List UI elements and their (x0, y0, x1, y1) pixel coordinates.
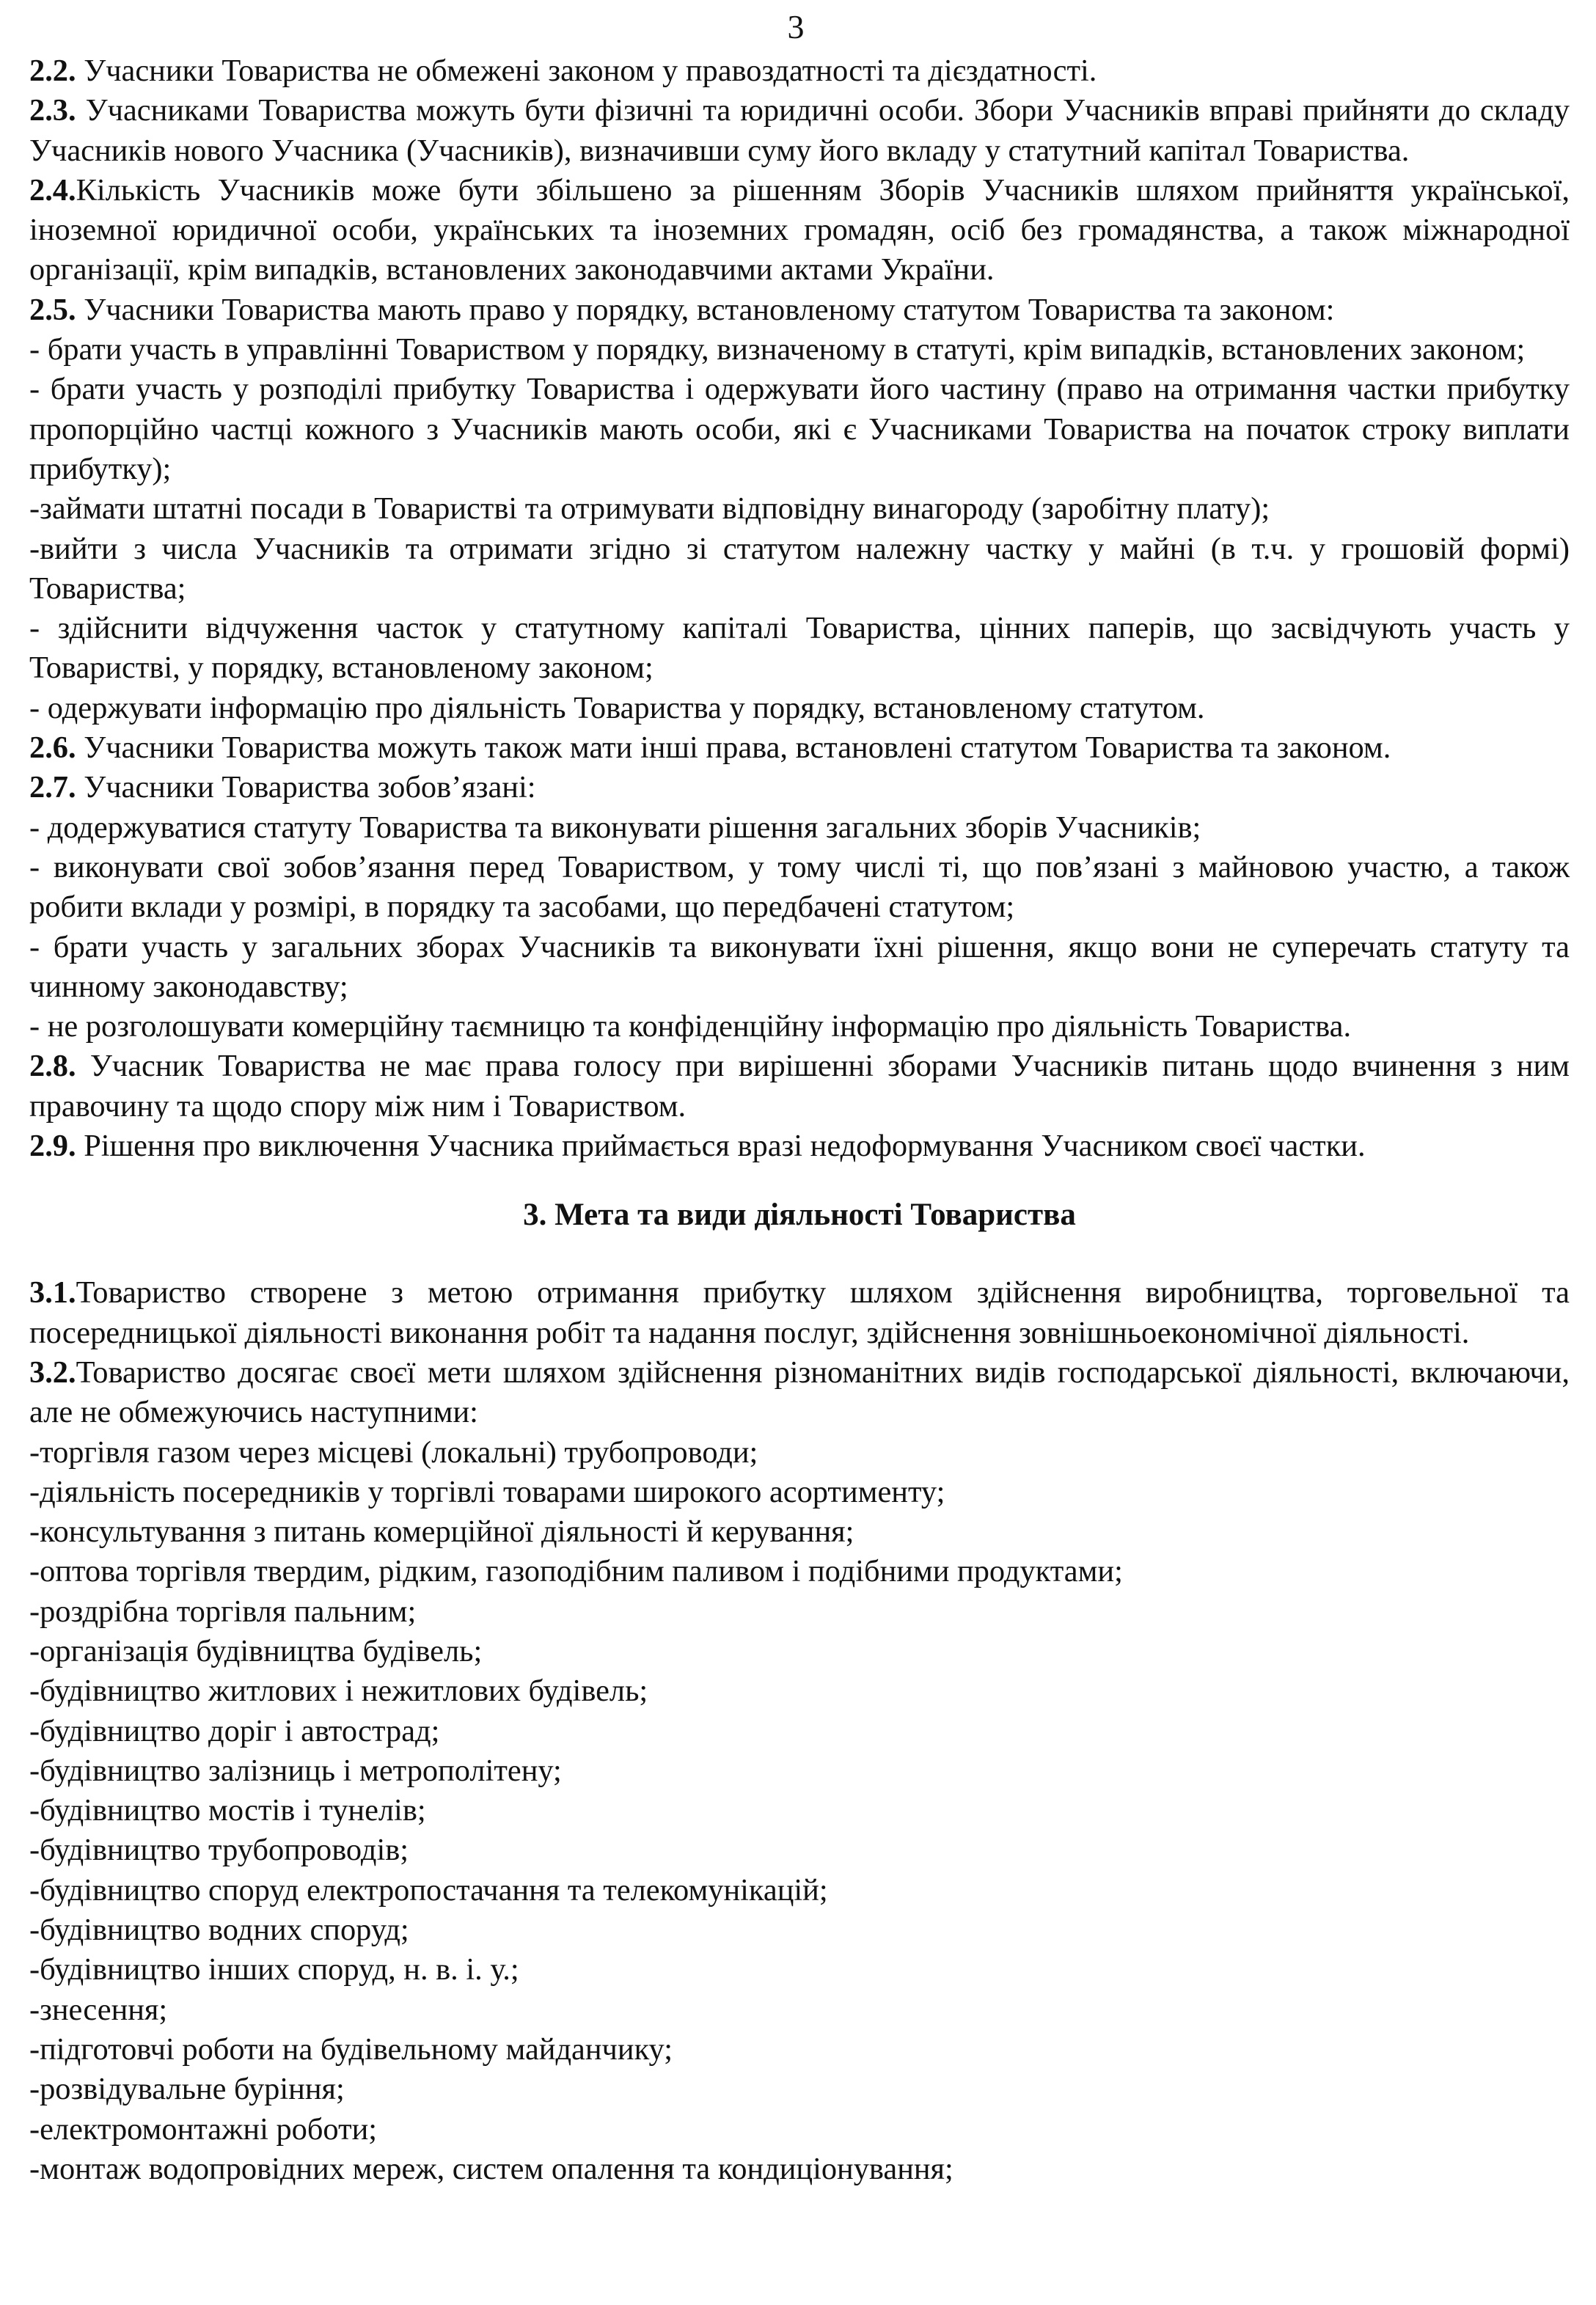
clause-text: Кількість Учасників може бути збільшено за рішенням Зборів Учасників шляхом прийняття української, іноземної юридичної особи, українських та іноземних громадян, осіб без громадянства, а також міжнародної організації, крім випадків, встановлених законодавчими актами України. (29, 172, 1570, 287)
clause-number: 2.3. (29, 93, 76, 128)
paragraph-3-2 (29, 1353, 1570, 1433)
page-number: 3 (787, 8, 805, 45)
activity-item: -розвідувальне буріння; (29, 2072, 345, 2107)
clause-text: Учасниками Товариства можуть бути фізичні та юридичні особи. Збори Учасників вправі прийняти до складу Учасників нового Учасника (Учасників), визначивши суму його вкладу у статутний капітал Товариства. (29, 93, 1570, 168)
clause-text: Учасники Товариства мають право у порядку, встановленому статутом Товариства та законом: (76, 292, 1335, 327)
paragraph-2-4 (29, 171, 1570, 290)
clause-text: Товариство створене з метою отримання прибутку шляхом здійснення виробництва, торговельної та посередницької діяльності виконання робіт та надання послуг, здійснення зовнішньоекономічної діяльності. (29, 1275, 1570, 1350)
activity-item: -оптова торгівля твердим, рідким, газоподібним паливом і подібними продуктами; (29, 1554, 1123, 1589)
activity-item: -будівництво споруд електропостачання та телекомунікацій; (29, 1872, 828, 1908)
activity-item: -підготовчі роботи на будівельному майданчику; (29, 2031, 673, 2067)
clause-number: 2.2. (29, 54, 76, 88)
clause-number: 2.8. (29, 1049, 76, 1084)
clause-number: 2.9. (29, 1129, 76, 1164)
activity-item: -електромонтажні роботи; (29, 2111, 378, 2147)
clause-number: 3.2. (29, 1355, 76, 1390)
activity-item: -знесення; (29, 1992, 168, 2027)
activity-item: -будівництво залізниць і метрополітену; (29, 1753, 562, 1788)
duties-item: - додержуватися статуту Товариства та виконувати рішення загальних зборів Учасників; (29, 810, 1201, 845)
paragraph-2-9 (29, 1126, 1570, 1166)
paragraph-2-5 (29, 290, 1570, 330)
rights-item: -займати штатні посади в Товаристві та отримувати відповідну винагороду (заробітну плату); (29, 491, 1270, 527)
clause-text: Рішення про виключення Учасника приймається вразі недоформування Учасником своєї частки. (76, 1129, 1366, 1164)
paragraph-2-6 (29, 728, 1570, 768)
activity-item: -діяльність посередників у торгівлі товарами широкого асортименту; (29, 1474, 945, 1509)
paragraph-3-1 (29, 1273, 1570, 1353)
activity-item: -будівництво водних споруд; (29, 1913, 409, 1948)
clause-text: Учасники Товариства можуть також мати інші права, встановлені статутом Товариства та законом. (76, 730, 1391, 766)
clause-text: Учасник Товариства не має права голосу при вирішенні зборами Учасників питань щодо вчинення з ним правочину та щодо спору між ним і Товариством. (29, 1049, 1570, 1124)
clause-text: Учасники Товариства не обмежені законом у правоздатності та дієздатності. (76, 54, 1097, 88)
rights-item: - одержувати інформацію про діяльність Товариства у порядку, встановленому статутом. (29, 690, 1205, 725)
paragraph-2-8 (29, 1047, 1570, 1126)
rights-item: - брати участь в управлінні Товариством у порядку, визначеному в статуті, крім випадків, встановлених законом; (29, 332, 1526, 367)
activity-item: -роздрібна торгівля пальним; (29, 1594, 417, 1629)
rights-item: -вийти з числа Учасників та отримати згідно зі статутом належну частку у майні (в т.ч. у грошовій формі) Товариства; (29, 531, 1570, 606)
clause-number: 2.6. (29, 730, 76, 766)
clause-text: Учасники Товариства зобов’язані: (76, 770, 536, 805)
clause-text: Товариство досягає своєї мети шляхом здійснення різноманітних видів господарської діяльності, включаючи, але не обмежуючись наступними: (29, 1355, 1570, 1430)
duties-item: - не розголошувати комерційну таємницю та конфіденційну інформацію про діяльність Товариства. (29, 1009, 1352, 1044)
activity-item: -торгівля газом через місцеві (локальні) трубопроводи; (29, 1434, 758, 1470)
rights-item: - брати участь у розподілі прибутку Товариства і одержувати його частину (право на отримання частки прибутку пропорційно частці кожного з Учасників мають особи, які є Учасниками Товариства на початок строку виплати прибутку); (29, 372, 1570, 486)
document-page (29, 6, 1570, 2294)
activity-item: -будівництво житлових і нежитлових будівель; (29, 1674, 648, 1709)
rights-item: - здійснити відчуження часток у статутному капіталі Товариства, цінних паперів, що засвідчують участь у Товаристві, у порядку, встановленому законом; (29, 611, 1570, 686)
clause-number: 2.5. (29, 292, 76, 327)
activity-item: -організація будівництва будівель; (29, 1633, 483, 1668)
activity-item: -будівництво трубопроводів; (29, 1833, 409, 1868)
section-heading: 3. Мета та види діяльності Товариства (523, 1198, 1076, 1233)
clause-number: 2.7. (29, 770, 76, 805)
paragraph-2-7 (29, 768, 1570, 807)
paragraph-2-3 (29, 91, 1570, 171)
clause-number: 2.4. (29, 172, 76, 208)
duties-item: - брати участь у загальних зборах Учасників та виконувати їхні рішення, якщо вони не суперечать статуту та чинному законодавству; (29, 929, 1570, 1004)
duties-item: - виконувати свої зобов’язання перед Товариством, у тому числі ті, що пов’язані з майновою участю, а також робити вклади у розмірі, в порядку та засобами, що передбачені статутом; (29, 849, 1570, 925)
paragraph-2-2 (29, 51, 1570, 91)
activity-item: -монтаж водопровідних мереж, систем опалення та кондиціонування; (29, 2151, 953, 2186)
activity-item: -будівництво інших споруд, н. в. і. у.; (29, 1952, 519, 1987)
activity-item: -будівництво мостів і тунелів; (29, 1793, 426, 1828)
clause-number: 3.1. (29, 1275, 76, 1311)
activity-item: -будівництво доріг і автострад; (29, 1713, 440, 1748)
activity-item: -консультування з питань комерційної діяльності й керування; (29, 1514, 854, 1550)
